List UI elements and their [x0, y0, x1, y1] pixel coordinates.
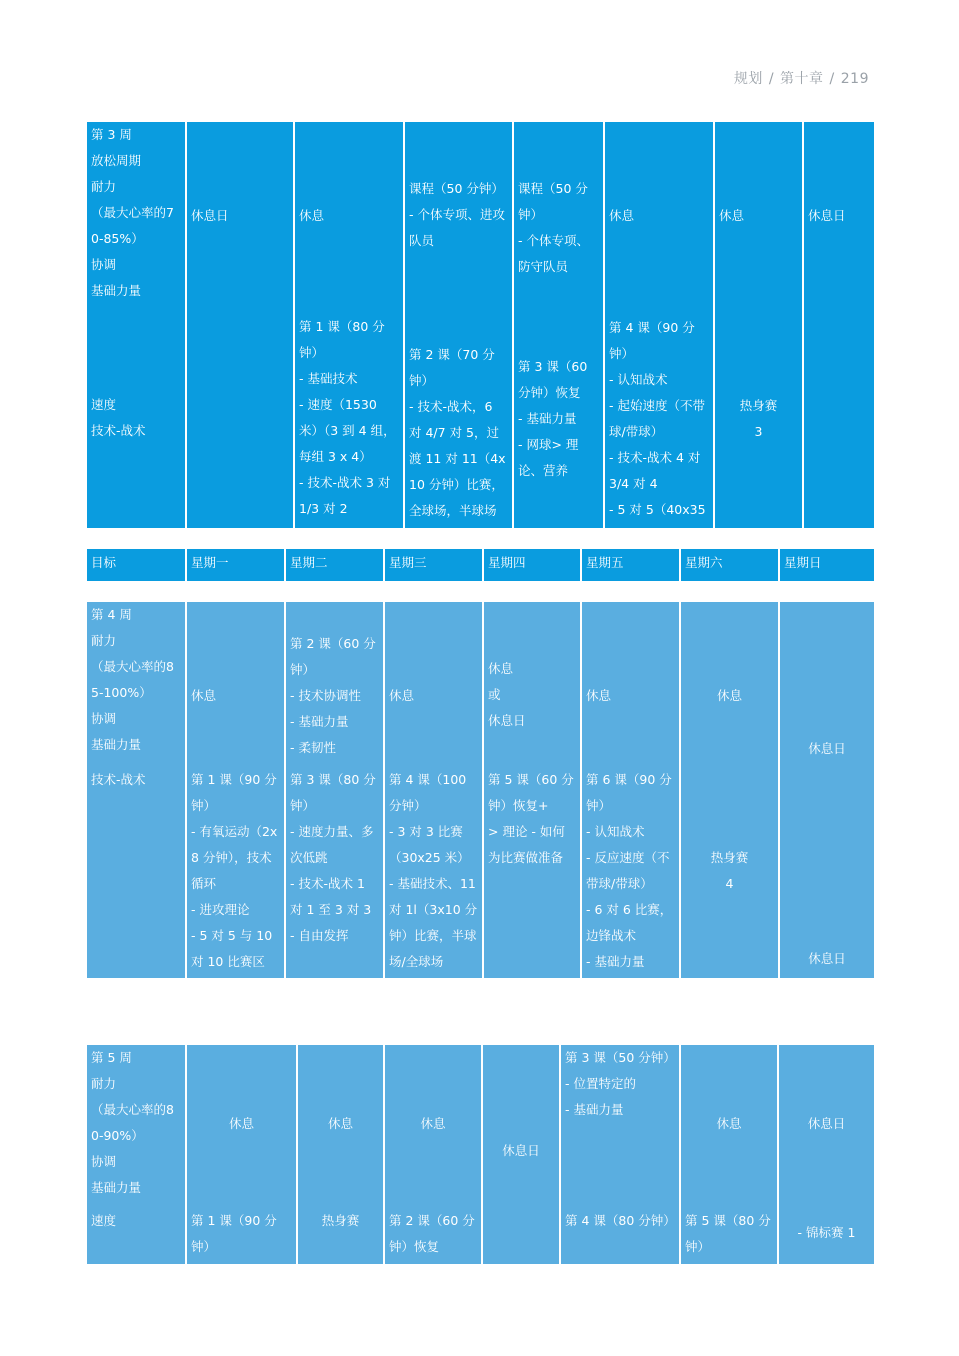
match-line: 热身赛 — [710, 850, 749, 865]
session-line: - 自由发挥 — [290, 928, 349, 943]
week5-wed-bottom: 第 2 课（60 分钟）恢复 — [389, 1213, 475, 1254]
week3-fri-cell — [605, 122, 715, 543]
week4-fri-bottom — [586, 767, 675, 975]
session-line: - 6 对 6 比赛，边锋战术 — [586, 902, 673, 943]
header-sun: 星期日 — [780, 549, 874, 581]
session-line: - 5 对 5（40x35 米）比赛 — [609, 502, 706, 543]
session-line: > 理论 - 如何为比赛做准备 — [488, 824, 565, 865]
session-line: - 技术-战术 1 对 1 至 3 对 3 — [290, 876, 372, 917]
session-line: - 速度力量、多次低跳 — [290, 824, 374, 865]
week5-tue-bottom: 热身赛 — [321, 1213, 360, 1228]
goal-line: 技术-战术 — [91, 772, 146, 787]
session-line: - 个体专项、防守队员 — [518, 233, 589, 274]
week3-fri-top: 休息 — [609, 208, 635, 223]
goal-line: 放松周期 — [91, 153, 142, 168]
session-line: 休息日 — [488, 713, 526, 728]
session-line: - 技术协调性 — [290, 688, 361, 703]
week4-sun-cell — [780, 602, 874, 978]
session-line: - 基础力量 — [586, 954, 645, 969]
week3-wed-top — [409, 176, 508, 254]
week5-sun-top: 休息日 — [807, 1116, 846, 1131]
week4-mon-cell — [187, 602, 286, 978]
goal-line: 协调 — [91, 711, 117, 726]
week4-thu-bottom — [488, 767, 576, 871]
session-line: - 认知战术 — [586, 824, 645, 839]
week5-wed-top: 休息 — [420, 1116, 446, 1131]
week5-mon-bottom: 第 1 课（90 分钟） — [191, 1213, 277, 1254]
session-line: - 基础技术、11 对 1l（3x10 分钟）比赛，半球场/全球场 — [389, 876, 478, 969]
week5-goals-cell — [87, 1045, 187, 1264]
week5-thu-cell — [483, 1045, 561, 1264]
week5-fri-bottom: 第 4 课（80 分钟） — [565, 1213, 676, 1228]
goal-line: 协调 — [91, 1154, 117, 1169]
week4-wed-top: 休息 — [389, 688, 415, 703]
page-number: 219 — [840, 71, 869, 87]
running-header — [734, 68, 869, 88]
week3-sun-cell — [804, 122, 874, 528]
week4-fri-top: 休息 — [586, 688, 612, 703]
week4-goals-top — [91, 602, 181, 758]
match-line: 3 — [754, 424, 763, 439]
week3-tue-bottom — [299, 314, 399, 548]
week5-tue-top: 休息 — [327, 1116, 353, 1131]
week4-mon-bottom — [191, 767, 280, 975]
goal-line: 速度 — [91, 1213, 117, 1228]
goal-line: （最大心率的80-90%） — [91, 1102, 174, 1143]
session-line: 第 2 课（70 分钟） — [409, 347, 495, 388]
week4-sun-bottom: 休息日 — [808, 951, 846, 966]
week4-mon-top: 休息 — [191, 688, 217, 703]
days-header-row — [87, 549, 874, 581]
week3-wed-cell — [405, 122, 514, 528]
week5-thu: 休息日 — [502, 1143, 540, 1158]
session-line: - 基础技术 — [299, 371, 358, 386]
session-line: 课程（50 分钟） — [518, 181, 588, 222]
header-fri: 星期五 — [582, 549, 681, 581]
session-line: 第 3 课（50 分钟） — [565, 1050, 676, 1065]
session-line: 第 1 课（80 分钟） — [299, 319, 385, 360]
week3-sun-top: 休息日 — [808, 208, 846, 223]
week5-sat-bottom: 第 5 课（80 分钟） — [685, 1213, 771, 1254]
session-line: - 自由发挥 — [299, 527, 358, 542]
week3-sat-cell — [715, 122, 804, 528]
week3-goals-cell — [87, 122, 187, 528]
chapter-title: 第十章 — [780, 71, 824, 87]
week4-wed-bottom — [389, 767, 478, 975]
goal-line: 第 5 周 — [91, 1050, 132, 1065]
goal-line: 协调 — [91, 257, 117, 272]
session-line: 第 4 课（90 分钟） — [609, 320, 695, 361]
session-line: - 基础力量 — [290, 714, 349, 729]
week3-goals-top — [91, 122, 181, 304]
session-line: 第 2 课（60 分钟） — [290, 636, 376, 677]
week4-sat-cell — [681, 602, 780, 978]
week3-mon-cell — [187, 122, 295, 528]
session-line: 休息 — [488, 661, 514, 676]
week4-thu-top — [488, 656, 576, 734]
week5-sat-cell — [681, 1045, 779, 1264]
goal-line: 速度 — [91, 397, 117, 412]
week4-goals-cell — [87, 602, 187, 978]
week5-sat-top: 休息 — [716, 1116, 742, 1131]
week4-table — [87, 602, 874, 978]
session-line: - 速度（1530 米）（3 到 4 组，每组 3 x 4） — [299, 397, 396, 464]
goal-line: 耐力 — [91, 633, 117, 648]
week4-tue-top — [290, 631, 379, 761]
session-line: 第 4 课（100 分钟） — [389, 772, 467, 813]
week3-wed-bottom — [409, 342, 508, 524]
header-thu: 星期四 — [484, 549, 582, 581]
header-tue: 星期二 — [286, 549, 385, 581]
week4-fri-cell — [582, 602, 681, 978]
week4-sun-top: 休息日 — [808, 741, 846, 756]
week5-goals-bottom — [91, 1208, 181, 1234]
week5-mon-top: 休息 — [228, 1116, 254, 1131]
week3-tue-top: 休息 — [299, 208, 325, 223]
session-line: 或 — [488, 687, 501, 702]
session-line: - 基础力量 — [565, 1102, 624, 1117]
week5-tue-cell — [298, 1045, 385, 1264]
header-goal: 目标 — [87, 549, 187, 581]
goal-line: 耐力 — [91, 1076, 117, 1091]
header-mon: 星期一 — [187, 549, 286, 581]
week5-sun-bottom: - 锦标赛 1 — [797, 1225, 856, 1240]
week5-goals-top — [91, 1045, 181, 1201]
goal-line: （最大心率的70-85%） — [91, 205, 174, 246]
week4-tue-cell — [286, 602, 385, 978]
week3-mon-top: 休息日 — [191, 208, 229, 223]
week5-sun-cell — [779, 1045, 874, 1264]
week3-goals-bottom — [91, 392, 181, 444]
session-line: - 基础力量 — [518, 411, 577, 426]
session-line: - 反应速度（不带球/带球） — [586, 850, 670, 891]
session-line: 课程（50 分钟） — [409, 181, 504, 196]
session-line: - 认知战术 — [609, 372, 668, 387]
goal-line: （最大心率的85-100%） — [91, 659, 174, 700]
session-line: - 进攻理论 — [191, 902, 250, 917]
week4-thu-cell — [484, 602, 582, 978]
session-line: - 网球> 理论、营养 — [518, 437, 579, 478]
section-title: 规划 — [733, 71, 763, 87]
goal-line: 基础力量 — [91, 1180, 142, 1195]
session-line: - 技术-战术 3 对 1/3 对 2 — [299, 475, 391, 516]
session-line: 第 6 课（90 分钟） — [586, 772, 672, 813]
week4-wed-cell — [385, 602, 484, 978]
goal-line: 耐力 — [91, 179, 117, 194]
separator: / — [829, 71, 835, 87]
week3-table — [87, 122, 874, 543]
session-line: - 柔韧性 — [290, 740, 336, 755]
session-line: - 技术-战术 4 对 3/4 对 4 — [609, 450, 701, 491]
separator: / — [768, 71, 775, 87]
week3-fri-bottom — [609, 315, 709, 549]
match-line: 热身赛 — [739, 398, 778, 413]
session-line: - 个体专项、进攻队员 — [409, 207, 505, 248]
week3-tue-cell — [295, 122, 405, 542]
goal-line: 第 4 周 — [91, 607, 132, 622]
match-line: 4 — [725, 876, 734, 891]
session-line: - 起始速度（不带球/带球） — [609, 398, 705, 439]
header-wed: 星期三 — [385, 549, 484, 581]
week4-sat-top: 休息 — [716, 688, 742, 703]
goal-line: 基础力量 — [91, 737, 142, 752]
session-line: 第 3 课（80 分钟） — [290, 772, 376, 813]
week3-sat-bottom — [715, 393, 802, 445]
week4-sat-bottom — [681, 845, 778, 897]
session-line: - 位置特定的 — [565, 1076, 636, 1091]
goal-line: 技术-战术 — [91, 423, 146, 438]
session-line: 第 1 课（90 分钟） — [191, 772, 277, 813]
session-line: 第 3 课（60 分钟）恢复 — [518, 359, 588, 400]
week3-sat-top: 休息 — [719, 208, 745, 223]
session-line: 第 5 课（60 分钟）恢复+ — [488, 772, 574, 813]
week4-tue-bottom — [290, 767, 379, 949]
week4-goals-bottom — [91, 767, 181, 793]
goal-line: 基础力量 — [91, 283, 142, 298]
session-line: - 有氧运动（2x8 分钟），技术循环 — [191, 824, 278, 891]
header-sat: 星期六 — [681, 549, 780, 581]
session-line: - 技术-战术，6 对 4/7 对 5，过渡 11 对 11（4x10 分钟）比赛，全球场，半球场 — [409, 399, 506, 518]
week5-fri-top — [565, 1045, 675, 1123]
week5-mon-cell — [187, 1045, 298, 1264]
week3-thu-bottom — [518, 354, 599, 484]
week3-thu-top — [518, 176, 599, 280]
goal-line: 第 3 周 — [91, 127, 132, 142]
session-line: - 3 对 3 比赛（30x25 米） — [389, 824, 470, 865]
week5-table — [87, 1045, 874, 1264]
session-line: - 5 对 5 与 10 对 10 比赛区 — [191, 928, 273, 969]
week3-thu-cell — [514, 122, 605, 528]
week5-wed-cell — [385, 1045, 483, 1264]
week5-fri-cell — [561, 1045, 681, 1264]
